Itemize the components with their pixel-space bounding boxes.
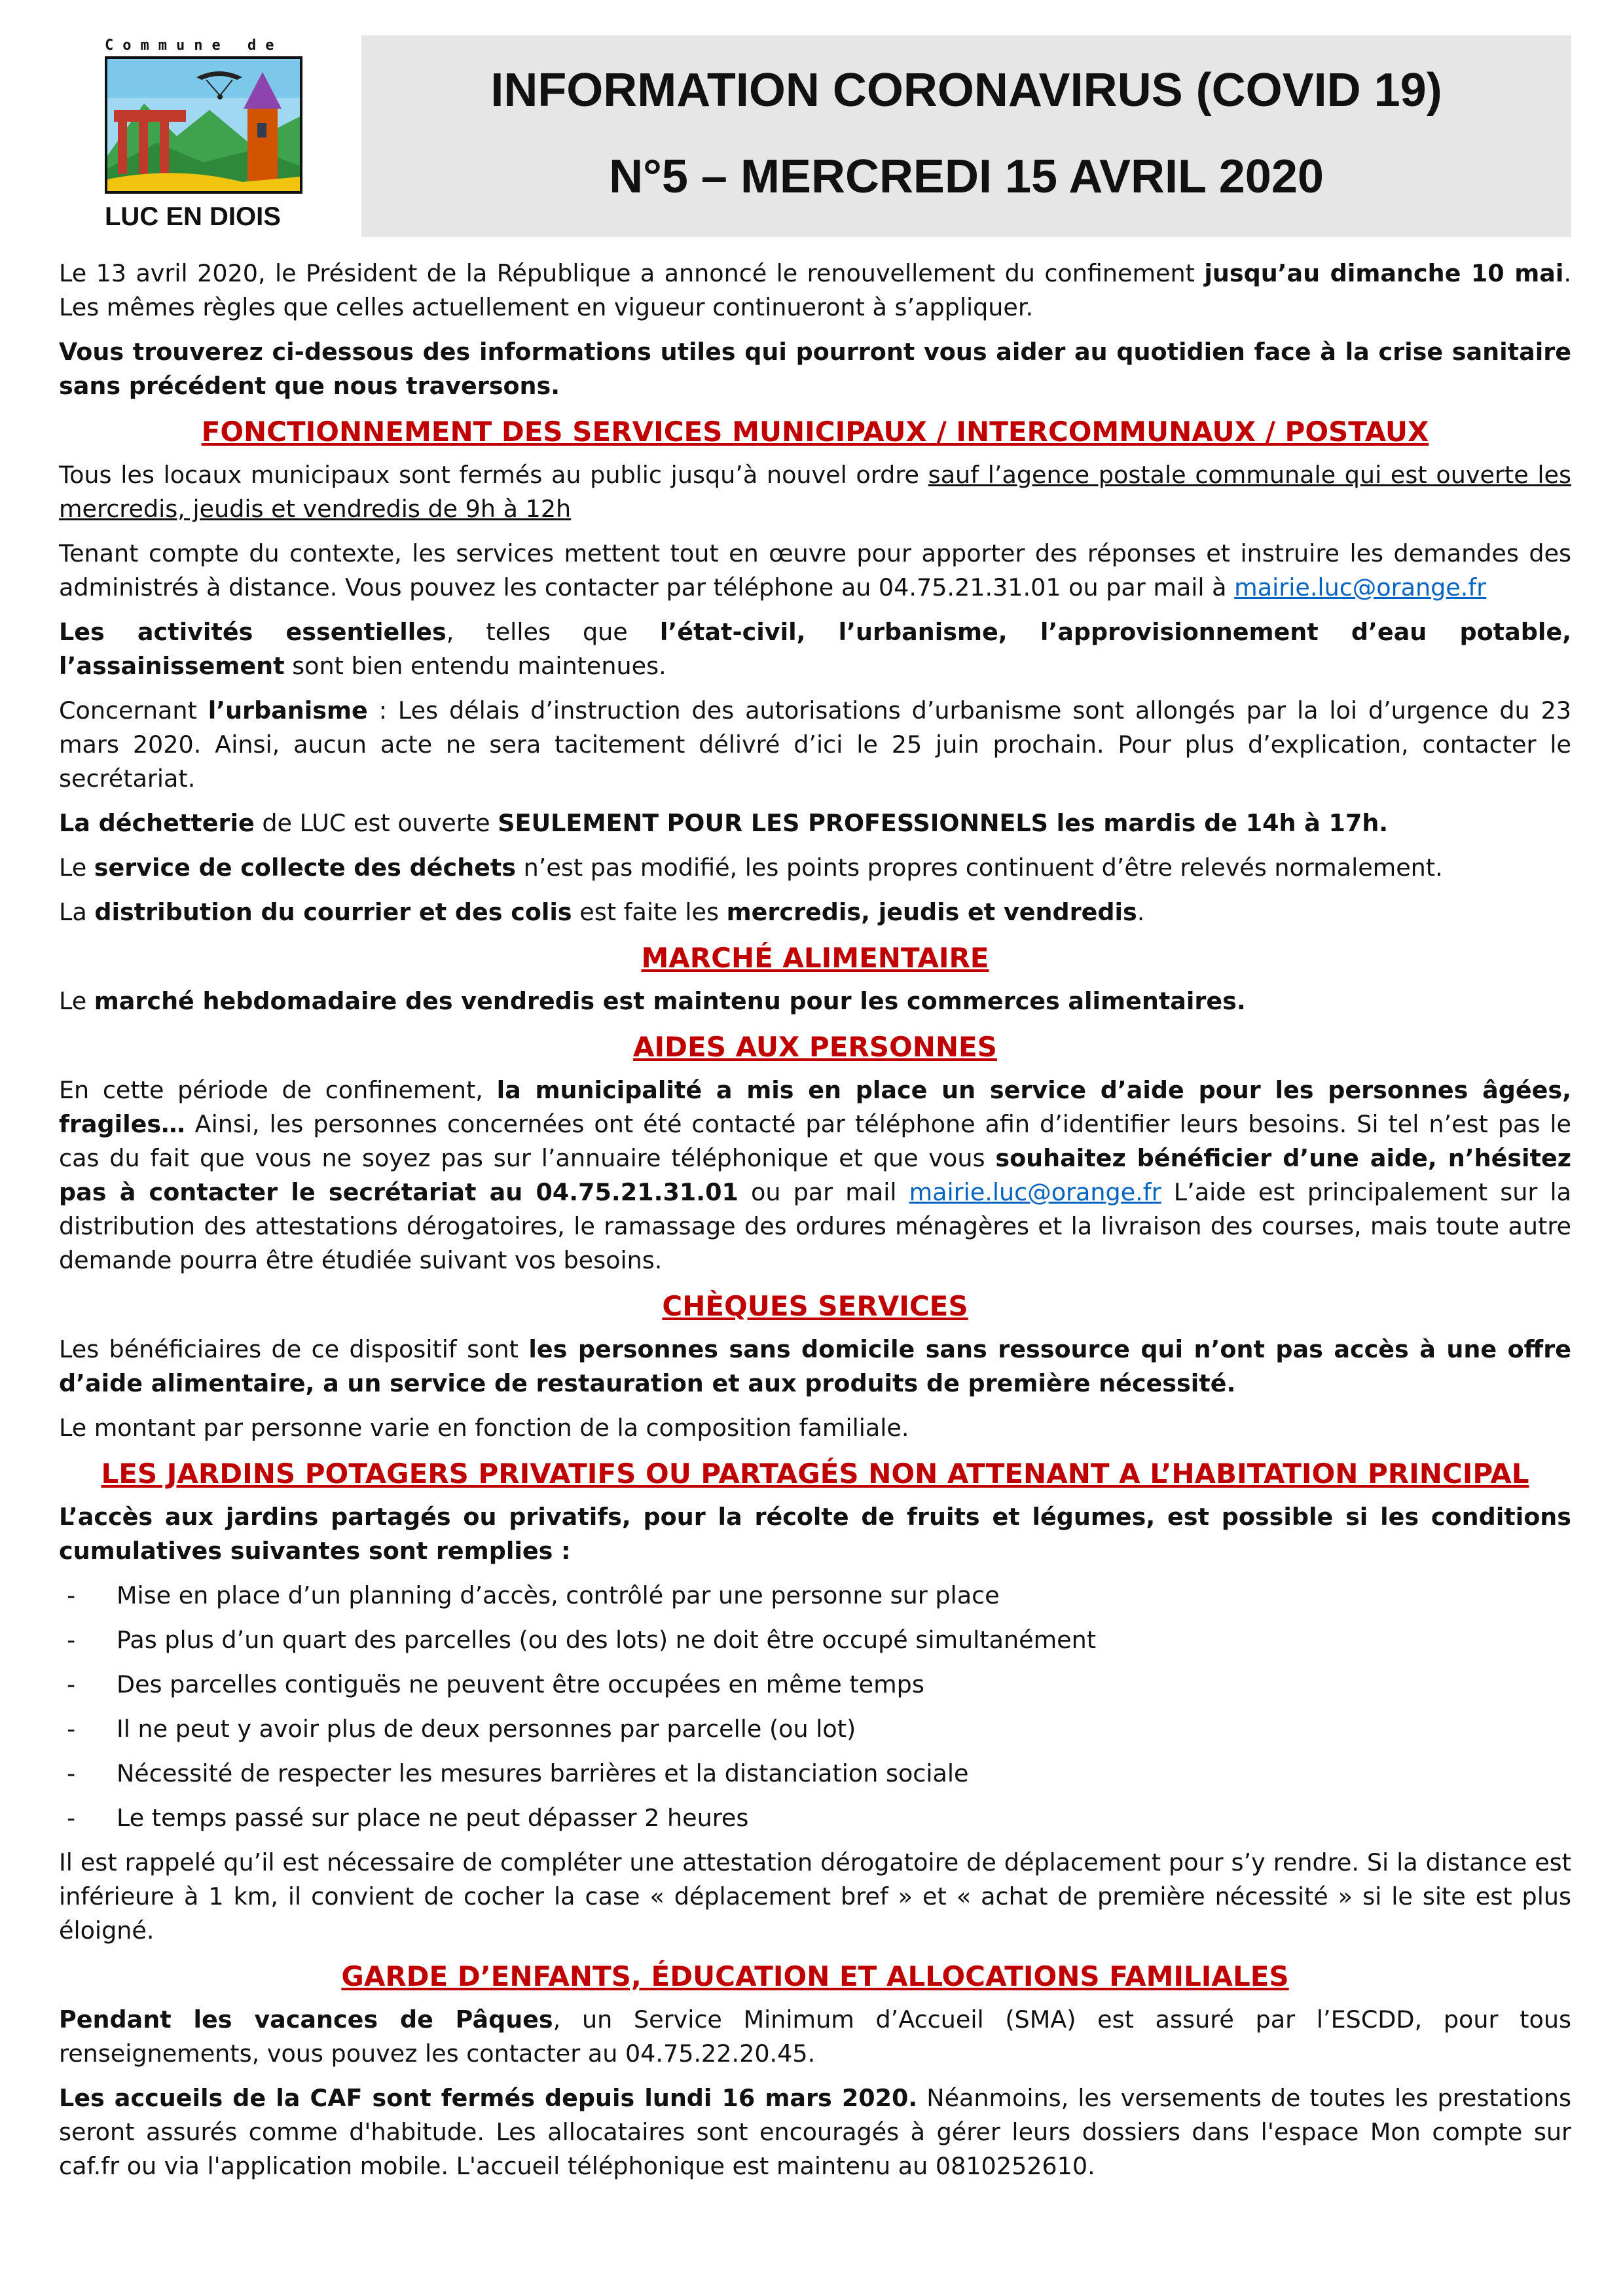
jardins-outro: Il est rappelé qu’il est nécessaire de compléter une attestation dérogatoire de déplacement pour s’y rendre. Si la distance est inférieure à 1 km, il convient de cocher la case « déplacement bref » et « achat de première nécessité » si le site est plus éloigné. bbox=[59, 1848, 1571, 1945]
services-paragraph-7 bbox=[59, 895, 1571, 929]
text-bold: souhaitez bénéficier d’une aide, n’hésitez pas à contacter le secrétariat au 04.75.21.31.01 bbox=[59, 1144, 1572, 1206]
text-bold: l’état-civil, l’urbanisme, l’approvisionnement d’eau potable, l’assainissement bbox=[59, 618, 1571, 680]
text: L’aide est principalement sur la distribution des attestations dérogatoires, le ramassage des ordures ménagères et la livraison des courses, mais toute autre demande pourra être étudiée suivant vos besoins. bbox=[59, 1178, 1572, 1274]
text: Les bénéficiaires de ce dispositif sont bbox=[59, 1335, 529, 1363]
text: Tenant compte du contexte, les services mettent tout en œuvre pour apporter des réponses et instruire les demandes des administrés à distance. Vous pouvez les contacter par téléphone au 04.75.21.31.01 ou par mail à bbox=[59, 539, 1571, 601]
list-item-text: Il ne peut y avoir plus de deux personnes par parcelle (ou lot) bbox=[117, 1715, 856, 1743]
text: sont bien entendu maintenues. bbox=[284, 652, 666, 680]
logo-bottom-text: LUC EN DIOIS bbox=[105, 202, 281, 231]
text-bold: mercredis, jeudis et vendredis bbox=[726, 898, 1137, 926]
text: Ainsi, les personnes concernées ont été contacté par téléphone afin d’identifier leurs besoins. Si tel n’est pas le cas du fait que vous ne soyez pas sur l’annuaire téléphonique et que vous bbox=[59, 1110, 1571, 1172]
text-bold: L’accès aux jardins partagés ou privatifs, pour la récolte de fruits et légumes, est possible si les conditions cumulatives suivantes sont remplies : bbox=[59, 1503, 1571, 1565]
list-item bbox=[59, 1712, 1571, 1746]
text: Tous les locaux municipaux sont fermés au public jusqu’à nouvel ordre bbox=[59, 461, 928, 489]
page-title: INFORMATION CORONAVIRUS (COVID 19) bbox=[490, 64, 1442, 117]
garde-paragraph-2 bbox=[59, 2081, 1571, 2183]
services-paragraph-5 bbox=[59, 806, 1571, 840]
text-bold: service de collecte des déchets bbox=[94, 853, 517, 882]
text-bold: Les activités essentielles bbox=[59, 618, 447, 646]
section-heading-jardins: LES JARDINS POTAGERS PRIVATIFS OU PARTAGÉS NON ATTENANT A L’HABITATION PRINCIPAL bbox=[101, 1458, 1529, 1490]
text: ou par mail bbox=[738, 1178, 909, 1206]
list-item-text: Mise en place d’un planning d’accès, contrôlé par une personne sur place bbox=[117, 1581, 1000, 1609]
dash-bullet: - bbox=[67, 1626, 76, 1654]
text-bold: Les accueils de la CAF sont fermés depuis lundi 16 mars 2020. bbox=[59, 2084, 918, 2112]
services-paragraph-1 bbox=[59, 458, 1571, 526]
list-item-text: Le temps passé sur place ne peut dépasser 2 heures bbox=[117, 1804, 749, 1832]
text-bold: marché hebdomadaire des vendredis est maintenu pour les commerces alimentaires. bbox=[94, 987, 1246, 1015]
dash-bullet: - bbox=[67, 1804, 76, 1832]
cheques-paragraph-1 bbox=[59, 1333, 1571, 1401]
text-underlined: sauf l’agence postale communale qui est ouverte les mercredis, jeudis et vendredis de 9h à 12h bbox=[59, 461, 1571, 523]
text-bold: jusqu’au dimanche 10 mai bbox=[1204, 259, 1564, 287]
list-item bbox=[59, 1757, 1571, 1791]
email-link[interactable]: mairie.luc@orange.fr bbox=[1234, 573, 1487, 601]
text-bold: SEULEMENT POUR LES PROFESSIONNELS les mardis de 14h à 17h. bbox=[498, 809, 1389, 837]
dash-bullet: - bbox=[67, 1670, 76, 1698]
intro-paragraph-1 bbox=[59, 257, 1571, 325]
text: Le 13 avril 2020, le Président de la République a annoncé le renouvellement du confinement bbox=[59, 259, 1205, 287]
text: Néanmoins, les versements de toutes les prestations seront assurés comme d'habitude. Les allocataires sont encouragés à gérer leurs dossiers dans l'espace Mon compte sur caf.fr ou via l'application mobile. L'accueil téléphonique est maintenu au 0810252610. bbox=[59, 2084, 1571, 2180]
services-paragraph-4 bbox=[59, 694, 1571, 796]
section-heading-aides: AIDES AUX PERSONNES bbox=[633, 1031, 997, 1063]
list-item-text: Nécessité de respecter les mesures barrières et la distanciation sociale bbox=[117, 1759, 969, 1787]
list-item bbox=[59, 1668, 1571, 1702]
services-paragraph-6 bbox=[59, 851, 1571, 885]
text-bold: Pendant les vacances de Pâques bbox=[59, 2005, 553, 2034]
text: En cette période de confinement, bbox=[59, 1076, 497, 1104]
section-heading-cheques: CHÈQUES SERVICES bbox=[662, 1290, 968, 1322]
text: Concernant bbox=[59, 696, 208, 725]
section-heading-garde: GARDE D’ENFANTS, ÉDUCATION ET ALLOCATIONS FAMILIALES bbox=[341, 1960, 1289, 1992]
services-paragraph-2 bbox=[59, 537, 1571, 605]
page-subtitle: N°5 – MERCREDI 15 AVRIL 2020 bbox=[609, 151, 1324, 203]
text-bold: Vous trouverez ci-dessous des informations utiles qui pourront vous aider au quotidien face à la crise sanitaire sans précédent que nous traversons. bbox=[59, 338, 1571, 400]
text-bold: La déchetterie bbox=[59, 809, 255, 837]
list-item bbox=[59, 1579, 1571, 1613]
email-link[interactable]: mairie.luc@orange.fr bbox=[909, 1178, 1161, 1206]
section-heading-services: FONCTIONNEMENT DES SERVICES MUNICIPAUX / INTERCOMMUNAUX / POSTAUX bbox=[201, 416, 1429, 448]
text: , un Service Minimum d’Accueil (SMA) est assuré par l’ESCDD, pour tous renseignements, vous pouvez les contacter au 04.75.22.20.45. bbox=[59, 2005, 1572, 2068]
text: de LUC est ouverte bbox=[254, 809, 498, 837]
text: . bbox=[1137, 898, 1145, 926]
text-bold: la municipalité a mis en place un service d’aide pour les personnes âgées, fragiles… bbox=[59, 1076, 1571, 1138]
logo-illustration bbox=[98, 31, 308, 233]
text: Le bbox=[59, 987, 94, 1015]
text: , telles que bbox=[446, 618, 660, 646]
list-item-text: Pas plus d’un quart des parcelles (ou des lots) ne doit être occupé simultanément bbox=[117, 1626, 1097, 1654]
jardins-conditions-list bbox=[59, 1579, 1571, 1835]
text: Le bbox=[59, 853, 94, 882]
text: . Les mêmes règles que celles actuellement en vigueur continueront à s’appliquer. bbox=[59, 259, 1571, 321]
services-paragraph-3 bbox=[59, 615, 1571, 683]
intro-paragraph-2 bbox=[59, 335, 1571, 403]
jardins-intro bbox=[59, 1500, 1571, 1568]
list-item-text: Des parcelles contiguës ne peuvent être occupées en même temps bbox=[117, 1670, 924, 1698]
text: : Les délais d’instruction des autorisations d’urbanisme sont allongés par la loi d’urgence du 23 mars 2020. Ainsi, aucun acte ne sera tacitement délivré d’ici le 25 juin prochain. Pour plus d’explication, contacter le secrétariat. bbox=[59, 696, 1571, 793]
document-body bbox=[59, 257, 1571, 2194]
dash-bullet: - bbox=[67, 1759, 76, 1787]
dash-bullet: - bbox=[67, 1715, 76, 1743]
list-item bbox=[59, 1623, 1571, 1657]
list-item bbox=[59, 1801, 1571, 1835]
text: La bbox=[59, 898, 95, 926]
text-bold: distribution du courrier et des colis bbox=[94, 898, 572, 926]
cheques-paragraph-2: Le montant par personne varie en fonction de la composition familiale. bbox=[59, 1414, 909, 1442]
garde-paragraph-1 bbox=[59, 2003, 1571, 2071]
dash-bullet: - bbox=[67, 1581, 76, 1609]
text: n’est pas modifié, les points propres continuent d’être relevés normalement. bbox=[516, 853, 1443, 882]
aides-paragraph bbox=[59, 1073, 1571, 1278]
title-box bbox=[361, 35, 1571, 237]
text-bold: les personnes sans domicile sans ressource qui n’ont pas accès à une offre d’aide alimentaire, a un service de restauration et aux produits de première nécessité. bbox=[59, 1335, 1572, 1397]
text-bold: l’urbanisme bbox=[208, 696, 368, 725]
logo-top-text: Commune de bbox=[105, 37, 283, 54]
marche-paragraph bbox=[59, 984, 1571, 1018]
text: est faite les bbox=[572, 898, 727, 926]
commune-logo bbox=[98, 31, 308, 233]
section-heading-marche: MARCHÉ ALIMENTAIRE bbox=[641, 942, 989, 974]
